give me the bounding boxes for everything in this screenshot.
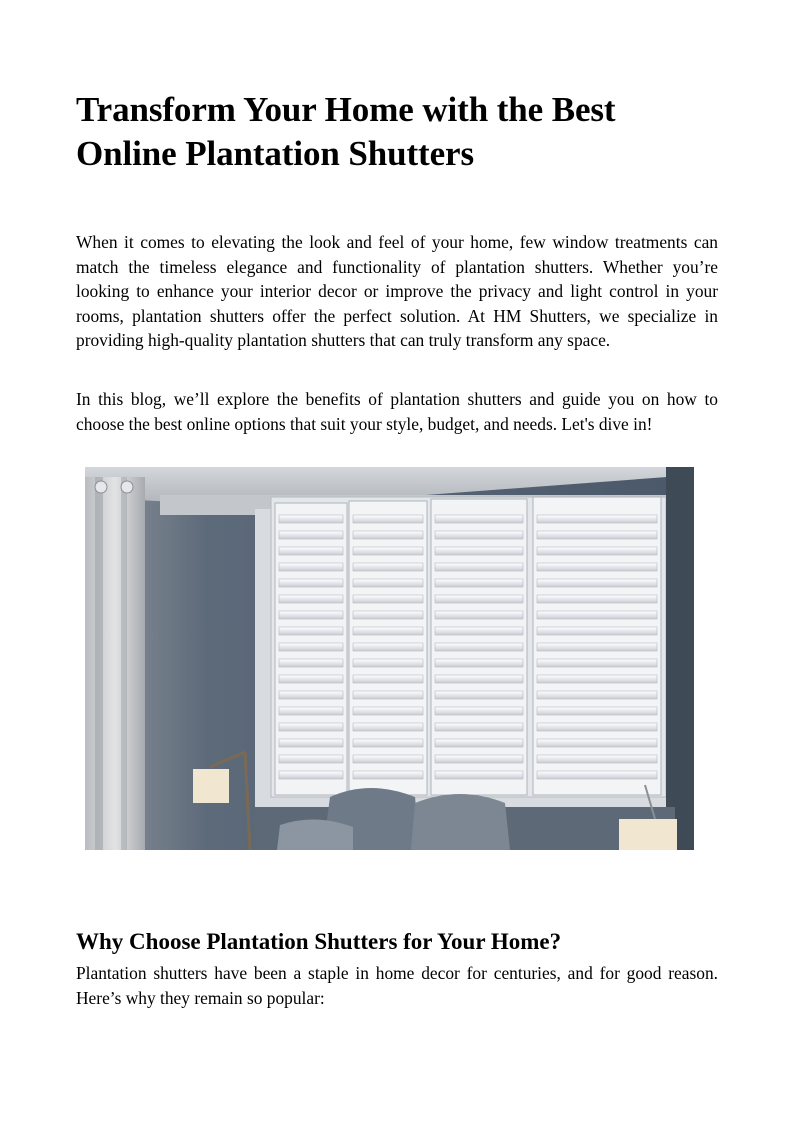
- intro-paragraph: When it comes to elevating the look and feel of your home, few window treatments can match the timeless elegance and functionality of plantation shutters. Whether you’re looking to enhance your interior decor or improve the privacy and light control in your rooms, plantation shutters offer the perfect solution. At HM Shutters, we specialize in providing high-quality plantation shutters that can truly transform any space.: [76, 232, 718, 351]
- shutter-louvres: [279, 515, 657, 779]
- shutters-illustration: [85, 467, 694, 850]
- section-paragraph: Plantation shutters have been a staple in home decor for centuries, and for good reason. Here’s why they remain so popular:: [76, 963, 718, 1008]
- plantation-shutters-photo: [85, 467, 694, 850]
- section-heading: Why Choose Plantation Shutters for Your Home?: [76, 929, 562, 954]
- second-paragraph: In this blog, we’ll explore the benefits of plantation shutters and guide you on how to choose the best online options that suit your style, budget, and needs. Let's dive in!: [76, 389, 718, 434]
- page-title: Transform Your Home with the Best Online Plantation Shutters: [76, 90, 616, 173]
